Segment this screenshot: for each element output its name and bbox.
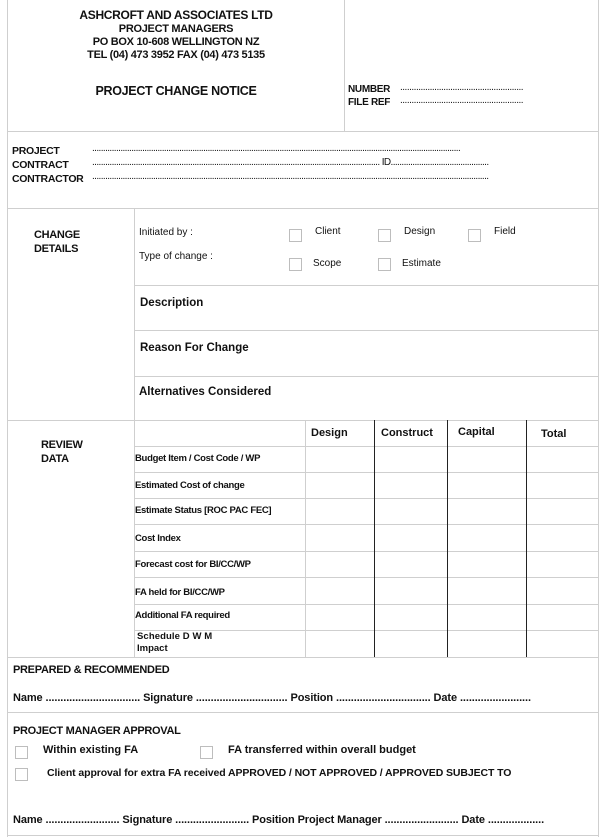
grid-line	[134, 524, 599, 525]
file-ref-field[interactable]: ......................................................	[400, 95, 524, 106]
fa-transferred-checkbox[interactable]	[200, 746, 213, 759]
section-divider	[7, 420, 599, 421]
column-header-capital: Capital	[458, 426, 495, 438]
contract-label: CONTRACT	[12, 159, 69, 171]
prepared-heading: PREPARED & RECOMMENDED	[13, 664, 170, 676]
description-field[interactable]	[135, 286, 598, 330]
estimate-option-label: Estimate	[402, 258, 441, 269]
row-label-cost-index: Cost Index	[135, 533, 181, 544]
initiated-by-label: Initiated by :	[139, 227, 193, 238]
section-divider	[7, 712, 599, 713]
company-header	[8, 8, 344, 61]
reason-label: Reason For Change	[140, 342, 249, 354]
grid-line	[134, 498, 599, 499]
project-field[interactable]: .........................................................................................................................................................................	[92, 143, 461, 154]
grid-column-line	[305, 420, 306, 657]
within-fa-label: Within existing FA	[43, 744, 139, 756]
change-details-label: CHANGE	[34, 229, 80, 241]
grid-column-line	[526, 420, 527, 657]
scope-checkbox[interactable]	[289, 258, 302, 271]
alternatives-label: Alternatives Considered	[139, 386, 272, 398]
grid-line	[134, 551, 599, 552]
approval-heading: PROJECT MANAGER APPROVAL	[13, 725, 181, 737]
grid-line	[134, 472, 599, 473]
project-label: PROJECT	[12, 145, 60, 157]
row-label-additional-fa: Additional FA required	[135, 610, 230, 621]
column-header-construct: Construct	[381, 427, 433, 439]
approval-signoff-line[interactable]: Name ......................... Signature ......................... Position Project Manager ......................... Date ...................	[13, 814, 545, 826]
client-approval-label: Client approval for extra FA received APPROVED / NOT APPROVED / APPROVED SUBJECT TO	[47, 767, 512, 779]
row-label-fa-held: FA held for BI/CC/WP	[135, 587, 225, 598]
change-details-label-2: DETAILS	[34, 243, 79, 255]
design-option-label: Design	[404, 226, 436, 237]
scope-option-label: Scope	[313, 258, 342, 269]
client-checkbox[interactable]	[289, 229, 302, 242]
grid-column-line	[447, 420, 448, 657]
contract-id-field[interactable]: .................................................................................................................................... ID.............................................	[92, 157, 489, 168]
client-approval-checkbox[interactable]	[15, 768, 28, 781]
row-label-impact: Impact	[137, 643, 168, 654]
prepared-signoff-line[interactable]: Name ................................ Signature ............................... Position ................................ Date ........................	[13, 692, 531, 704]
field-checkbox[interactable]	[468, 229, 481, 242]
company-role: PROJECT MANAGERS	[118, 23, 234, 35]
header-divider	[344, 0, 345, 131]
contractor-label: CONTRACTOR	[12, 173, 84, 185]
grid-column-line	[374, 420, 375, 657]
review-data-label: REVIEW	[41, 439, 83, 451]
number-field[interactable]: ......................................................	[400, 82, 524, 93]
file-ref-label: FILE REF	[348, 97, 391, 108]
contractor-field[interactable]: ......................................................................................................................................................................................	[92, 171, 489, 182]
section-divider	[7, 208, 599, 209]
within-fa-checkbox[interactable]	[15, 746, 28, 759]
section-divider	[7, 657, 599, 658]
reason-field[interactable]	[135, 331, 598, 376]
grid-line	[134, 446, 599, 447]
fa-transferred-label: FA transferred within overall budget	[228, 744, 416, 756]
row-label-estimate-status: Estimate Status [ROC PAC FEC]	[135, 505, 272, 516]
design-checkbox[interactable]	[378, 229, 391, 242]
grid-line	[134, 577, 599, 578]
company-phone: TEL (04) 473 3952 FAX (04) 473 5135	[87, 49, 265, 61]
column-header-design: Design	[311, 427, 348, 439]
description-label: Description	[140, 297, 204, 309]
row-label-estimated-cost: Estimated Cost of change	[135, 480, 245, 491]
row-label-forecast-cost: Forecast cost for BI/CC/WP	[135, 559, 251, 570]
company-address: PO BOX 10-608 WELLINGTON NZ	[92, 36, 260, 48]
section-divider	[7, 131, 599, 132]
row-label-budget-item: Budget Item / Cost Code / WP	[135, 453, 261, 464]
alternatives-field[interactable]	[135, 377, 598, 420]
row-label-schedule: Schedule D W M	[137, 631, 213, 642]
form-title: PROJECT CHANGE NOTICE	[95, 84, 257, 98]
estimate-checkbox[interactable]	[378, 258, 391, 271]
review-data-label-2: DATA	[41, 453, 69, 465]
client-option-label: Client	[315, 226, 341, 237]
grid-line	[134, 604, 599, 605]
field-option-label: Field	[494, 226, 516, 237]
column-header-total: Total	[541, 428, 567, 440]
company-name: ASHCROFT AND ASSOCIATES LTD	[79, 8, 273, 22]
type-of-change-label: Type of change :	[139, 251, 213, 262]
number-label: NUMBER	[348, 84, 391, 95]
frame-bottom-border	[7, 835, 599, 836]
